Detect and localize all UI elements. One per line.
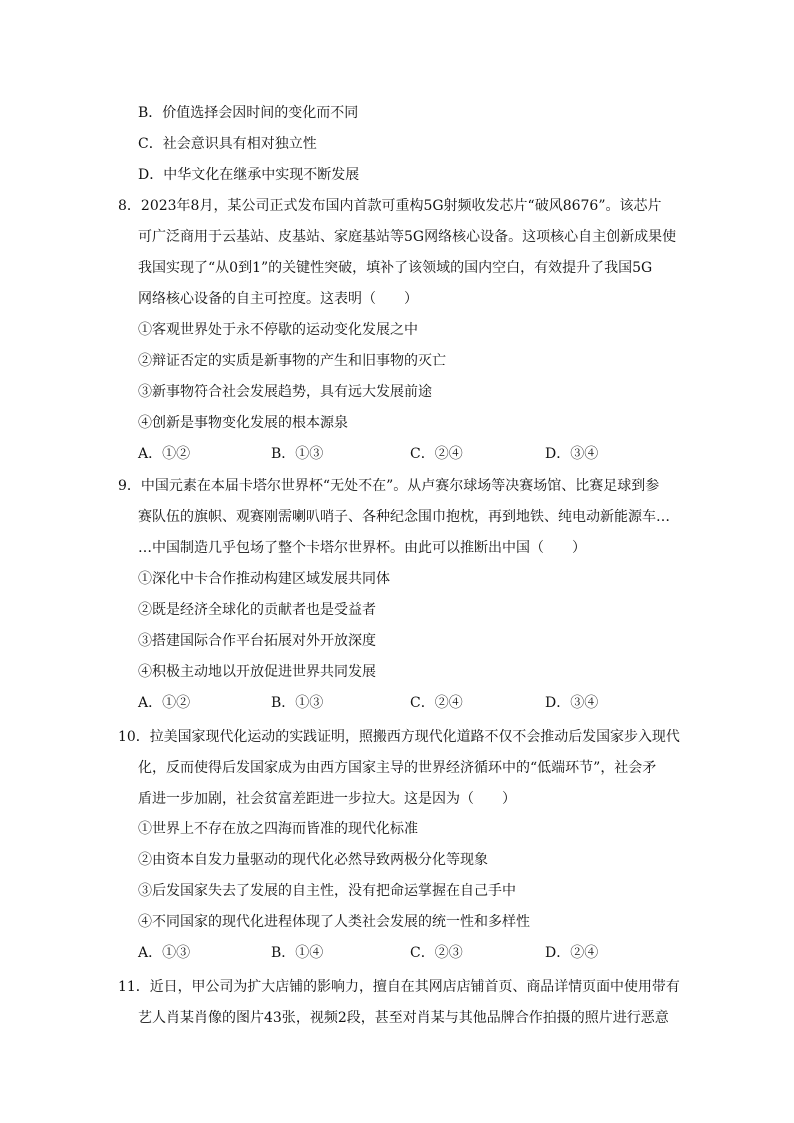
q8-choice-a: A．①② (138, 446, 191, 462)
q8-stem-line-3: 我国实现了“从0到1”的关键性突破，填补了该领域的国内空白，有效提升了我国5G (138, 260, 653, 276)
q9-item-4: ④积极主动地以开放促进世界共同发展 (138, 664, 376, 680)
q9-stem-line-3: …中国制造几乎包场了整个卡塔尔世界杯。由此可以推断出中国（ ） (138, 540, 586, 556)
q8-item-1: ①客观世界处于永不停歇的运动变化发展之中 (138, 322, 418, 338)
q8-stem-line-1: 8．2023年8月，某公司正式发布国内首款可重构5G射频收发芯片“破风8676”。该芯片 (118, 198, 662, 214)
q8-stem-line-2: 可广泛商用于云基站、皮基站、家庭基站等5G网络核心设备。这项核心自主创新成果使 (138, 229, 677, 245)
q10-stem-line-3: 盾进一步加剧，社会贫富差距进一步拉大。这是因为（ ） (138, 791, 516, 807)
q9-choices (0, 693, 794, 713)
q8-item-4: ④创新是事物变化发展的根本源泉 (138, 415, 348, 431)
q11-stem-line-2: 艺人肖某肖像的图片43张，视频2段，甚至对肖某与其他品牌合作拍摄的照片进行恶意 (138, 1010, 669, 1026)
q9-choice-c: C．②④ (410, 695, 463, 711)
q10-choice-c: C．②③ (410, 945, 463, 961)
q9-choice-d: D．③④ (545, 695, 599, 711)
q8-item-3: ③新事物符合社会发展趋势，具有远大发展前途 (138, 384, 432, 400)
q9-item-2: ②既是经济全球化的贡献者也是受益者 (138, 602, 376, 618)
q7-option-b: B．价值选择会因时间的变化而不同 (138, 105, 359, 121)
q9-item-3: ③搭建国际合作平台拓展对外开放深度 (138, 633, 376, 649)
q10-item-1: ①世界上不存在放之四海而皆准的现代化标准 (138, 821, 418, 837)
q8-choice-c: C．②④ (410, 446, 463, 462)
q9-choice-a: A．①② (138, 695, 191, 711)
q7-option-c: C．社会意识具有相对独立性 (138, 136, 317, 152)
q7-option-d: D．中华文化在继承中实现不断发展 (138, 167, 360, 183)
q10-item-3: ③后发国家失去了发展的自主性，没有把命运掌握在自己手中 (138, 883, 516, 899)
q10-stem-line-1: 10．拉美国家现代化运动的实践证明，照搬西方现代化道路不仅不会推动后发国家步入现代 (118, 729, 680, 745)
q10-item-2: ②由资本自发力量驱动的现代化必然导致两极分化等现象 (138, 852, 488, 868)
q8-choices (0, 444, 794, 464)
q10-choices (0, 943, 794, 963)
q10-choice-a: A．①③ (138, 945, 191, 961)
q8-stem-line-4: 网络核心设备的自主可控度。这表明（ ） (138, 291, 418, 307)
q9-stem-line-1: 9．中国元素在本届卡塔尔世界杯“无处不在”。从卢赛尔球场等决赛场馆、比赛足球到参 (118, 478, 660, 494)
q8-choice-d: D．③④ (545, 446, 599, 462)
q8-item-2: ②辩证否定的实质是新事物的产生和旧事物的灭亡 (138, 353, 446, 369)
q10-item-4: ④不同国家的现代化进程体现了人类社会发展的统一性和多样性 (138, 914, 530, 930)
q10-choice-b: B．①④ (271, 945, 324, 961)
q10-stem-line-2: 化，反而使得后发国家成为由西方国家主导的世界经济循环中的“低端环节”，社会矛 (138, 760, 657, 776)
q8-choice-b: B．①③ (271, 446, 324, 462)
q11-stem-line-1: 11．近日，甲公司为扩大店铺的影响力，擅自在其网店店铺首页、商品详情页面中使用带有 (118, 979, 680, 995)
q9-stem-line-2: 赛队伍的旗帜、观赛刚需喇叭哨子、各种纪念围巾抱枕，再到地铁、纯电动新能源车… (138, 509, 670, 525)
q9-choice-b: B．①③ (271, 695, 324, 711)
q10-choice-d: D．②④ (545, 945, 599, 961)
q9-item-1: ①深化中卡合作推动构建区域发展共同体 (138, 571, 390, 587)
